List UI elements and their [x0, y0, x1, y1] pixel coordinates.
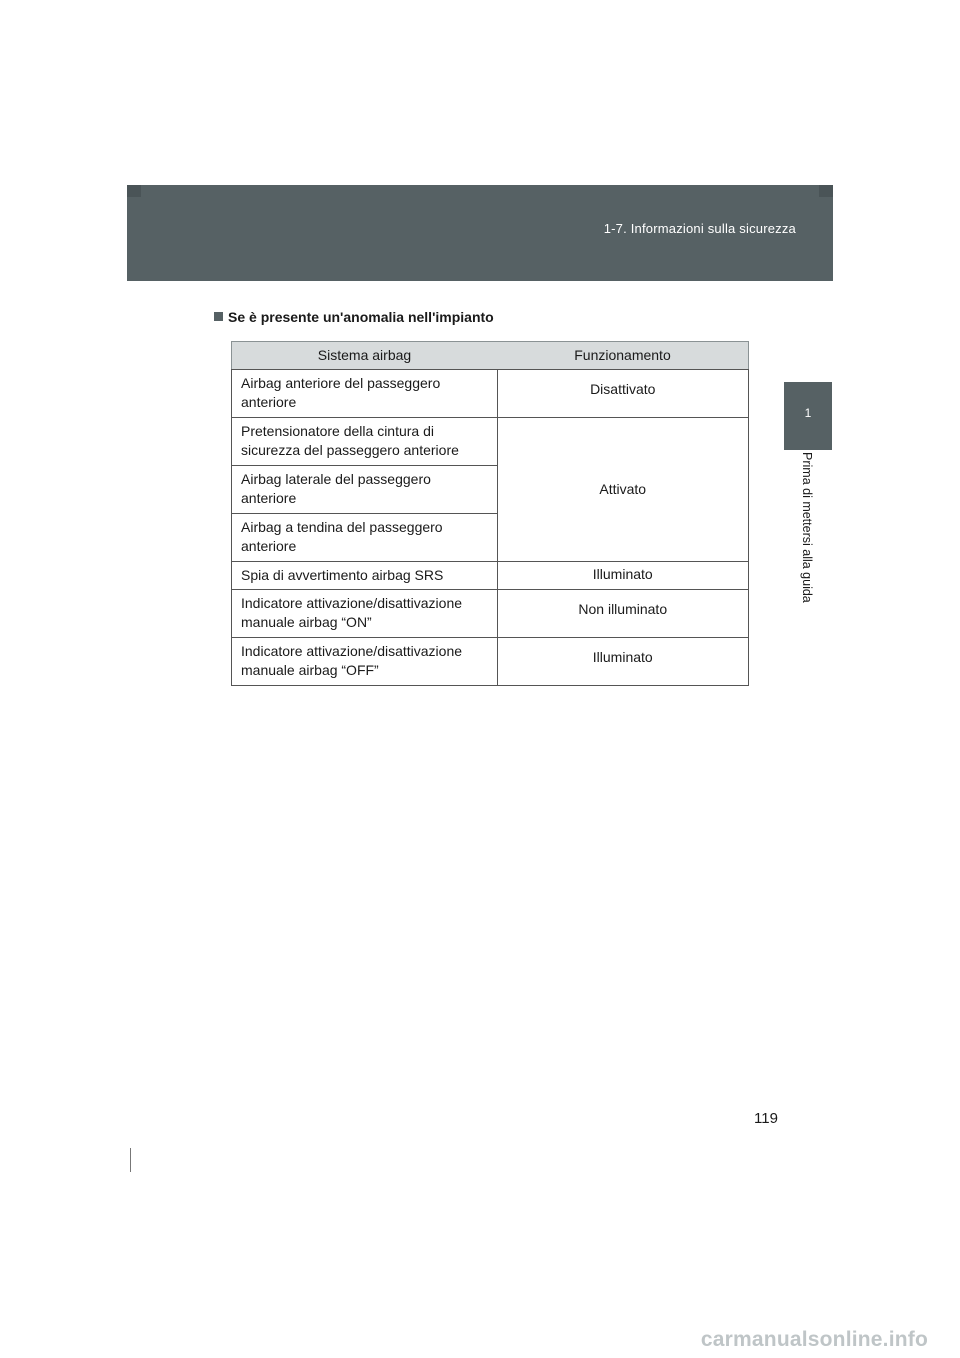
chapter-label: Prima di mettersi alla guida [800, 452, 814, 603]
table-row [232, 562, 749, 590]
function-cell: Attivato [497, 418, 749, 562]
system-cell: Spia di avvertimento airbag SRS [232, 562, 498, 590]
square-bullet-icon [214, 312, 223, 321]
page-number: 119 [754, 1110, 778, 1127]
watermark: carmanualsonline.info [700, 1328, 928, 1351]
function-cell: Disattivato [497, 370, 749, 418]
header-corner-left [127, 185, 141, 197]
table-row [232, 418, 749, 466]
system-cell: Pretensionatore della cintura di sicurezza del passeggero anteriore [232, 418, 498, 466]
column-header-system: Sistema airbag [232, 342, 498, 370]
system-cell: Airbag anteriore del passeggero anteriore [232, 370, 498, 418]
header-corner-right [819, 185, 833, 197]
function-cell: Illuminato [497, 562, 749, 590]
table-row [232, 638, 749, 686]
table-row [232, 590, 749, 638]
chapter-number: 1 [804, 406, 812, 420]
subheading-text: Se è presente un'anomalia nell'impianto [228, 309, 494, 325]
function-cell: Non illuminato [497, 590, 749, 638]
chapter-tab[interactable] [784, 382, 832, 450]
airbag-status-table [231, 341, 749, 686]
system-cell: Indicatore attivazione/disattivazione manuale airbag “ON” [232, 590, 498, 638]
system-cell: Airbag laterale del passeggero anteriore [232, 466, 498, 514]
column-header-function: Funzionamento [497, 342, 749, 370]
table-header-row [232, 342, 749, 370]
function-cell: Illuminato [497, 638, 749, 686]
system-cell: Indicatore attivazione/disattivazione manuale airbag “OFF” [232, 638, 498, 686]
system-cell: Airbag a tendina del passeggero anteriore [232, 514, 498, 562]
section-title: 1-7. Informazioni sulla sicurezza [603, 221, 796, 236]
table-row [232, 370, 749, 418]
margin-mark [130, 1148, 131, 1172]
subheading [214, 309, 494, 325]
